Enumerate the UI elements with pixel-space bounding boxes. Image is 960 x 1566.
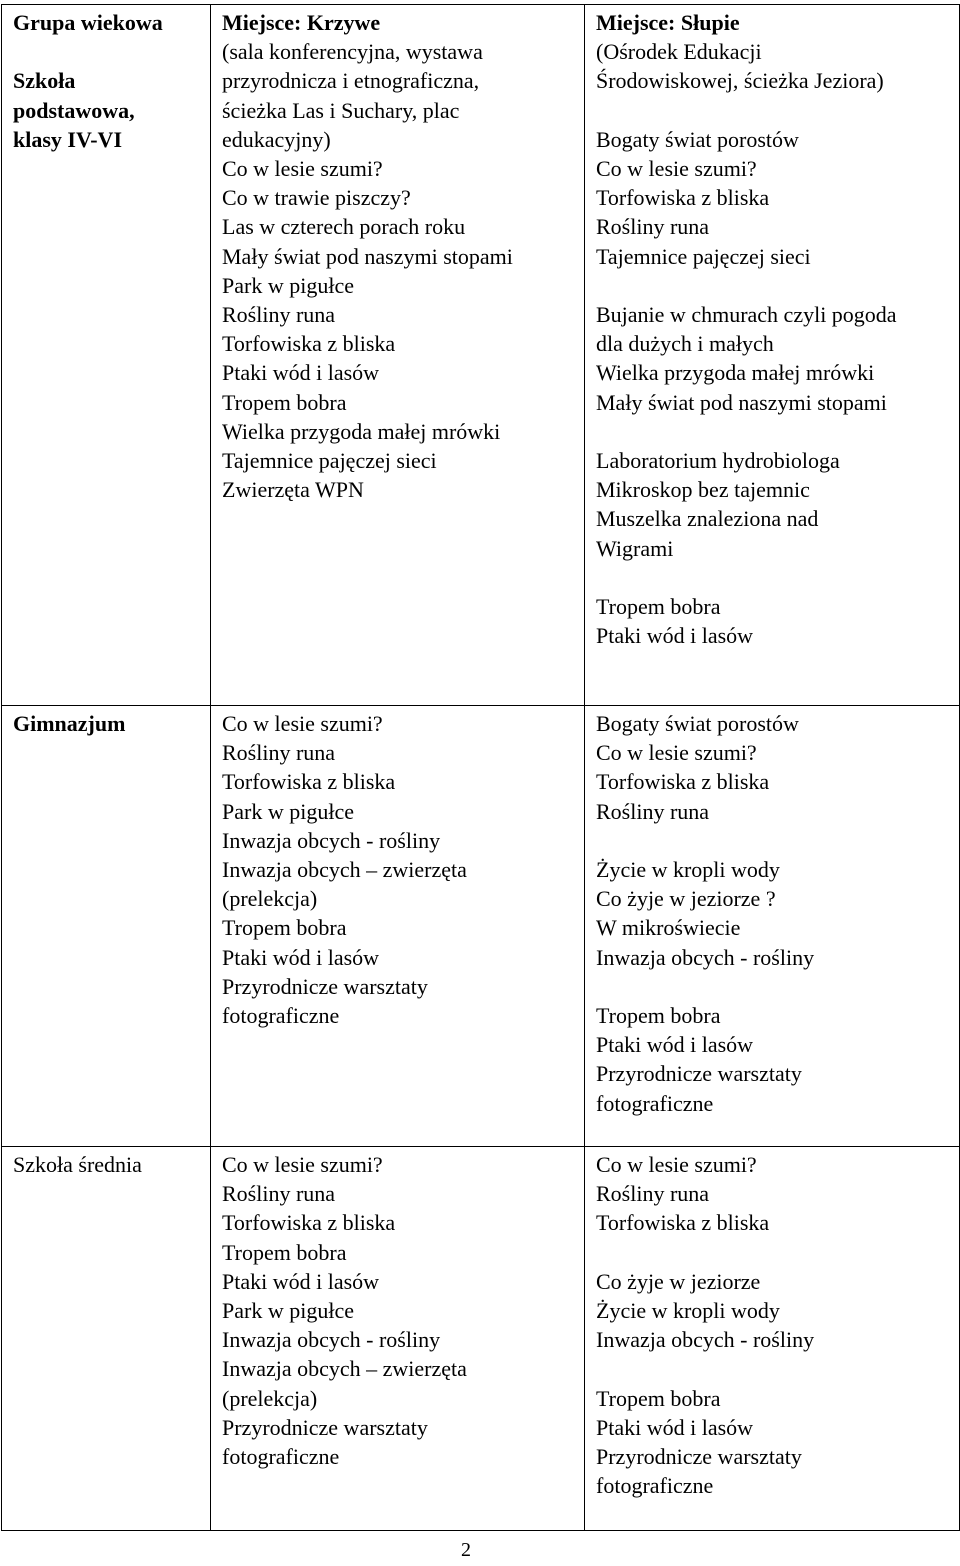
list-item: Rośliny runa [222,1181,336,1207]
list-item: Co w lesie szumi? [222,1152,383,1177]
list-item: Torfowiska z bliska [222,769,396,795]
list-item: dla dużych i małych [596,331,774,357]
list-item: W mikroświecie [596,915,741,941]
list-item: fotograficzne [222,1003,340,1029]
list-item: Tropem bobra [222,389,347,415]
header-label: Grupa wiekowa [13,10,163,35]
list-item: Tropem bobra [222,1239,347,1265]
group-line: podstawowa, [13,97,135,123]
list-item: Co żyje w jeziorze [596,1268,761,1294]
list-item: fotograficzne [222,1444,340,1470]
list-item: Życie w kropli wody [596,1298,780,1323]
spacer [596,1238,953,1267]
list-item: fotograficzne [596,1090,714,1116]
list-item: Rośliny runa [596,214,710,240]
list-item: Wielka przygoda małej mrówki [222,418,501,444]
list-item: Bujanie w chmurach czyli pogoda [596,302,897,327]
slupie-cell [585,5,960,706]
location-slupie-subtitle [596,37,953,95]
list-item: Tajemnice pajęczej sieci [596,243,811,269]
group-line: Gimnazjum [13,711,126,736]
list-item: Wielka przygoda małej mrówki [596,360,875,386]
list-item: Tropem bobra [596,1385,721,1411]
activity-list-krzywe-primary [222,154,578,504]
list-item: Ptaki wód i lasów [596,1032,754,1058]
activity-list-slupie-secondary [596,1150,953,1500]
page-number: 2 [461,1539,471,1561]
activity-list-slupie-gimnazjum [596,709,953,1118]
location-krzywe-subtitle [222,37,578,154]
list-item: Ptaki wód i lasów [222,360,380,386]
list-item: Tropem bobra [596,594,721,619]
list-item: Co w trawie piszczy? [222,185,411,211]
activity-list-slupie-primary [596,125,953,651]
list-item: Przyrodnicze warsztaty [596,1444,802,1469]
krzywe-cell [211,5,585,706]
spacer [596,826,953,855]
list-item: Torfowiska z bliska [596,185,770,211]
group-line: Szkoła średnia [13,1152,142,1177]
list-item: Inwazja obcych – zwierzęta [222,1356,467,1382]
list-item: Co w lesie szumi? [222,156,383,182]
list-item: Inwazja obcych - rośliny [596,944,815,970]
list-item: Mały świat pod naszymi stopami [596,389,887,415]
list-item: (sala konferencyjna, wystawa [222,39,483,65]
spacer [596,563,953,592]
list-item: Ptaki wód i lasów [222,944,380,970]
list-item: Inwazja obcych - rośliny [596,1327,815,1353]
group-cell [2,706,211,1147]
list-item: Park w pigułce [222,1298,354,1324]
list-item: Co żyje w jeziorze ? [596,886,776,912]
list-item: Inwazja obcych – zwierzęta [222,857,467,883]
krzywe-cell [211,1147,585,1531]
group-cell [2,1147,211,1531]
list-item: Przyrodnicze warsztaty [222,1414,428,1440]
list-item: (Ośrodek Edukacji [596,39,762,65]
list-item: Torfowiska z bliska [222,331,396,357]
list-item: Zwierzęta WPN [222,477,364,503]
list-item: Co w lesie szumi? [222,711,383,736]
list-item: Rośliny runa [596,798,710,824]
list-item: Mały świat pod naszymi stopami [222,243,513,269]
list-item: Mikroskop bez tajemnic [596,477,810,503]
list-item: Muszelka znaleziona nad [596,506,819,532]
activity-list-krzywe-secondary [222,1150,578,1471]
list-item: Przyrodnicze warsztaty [222,973,428,999]
list-item: Ptaki wód i lasów [596,623,754,649]
list-item: Rośliny runa [222,302,336,328]
spacer [596,972,953,1001]
list-item: Rośliny runa [596,1181,710,1207]
group-cell [2,5,211,706]
spacer [596,417,953,446]
location-krzywe-title: Miejsce: Krzywe [222,10,381,35]
list-item: Tropem bobra [222,915,347,941]
list-item: edukacyjny) [222,126,331,152]
group-line: Szkoła [13,68,76,94]
activity-list-krzywe-gimnazjum [222,709,578,1030]
group-line: klasy IV-VI [13,126,123,152]
list-item: Bogaty świat porostów [596,711,799,736]
spacer [596,271,953,300]
list-item: Przyrodnicze warsztaty [596,1061,802,1087]
list-item: Inwazja obcych - rośliny [222,1327,441,1353]
list-item: Las w czterech porach roku [222,214,466,240]
list-item: Park w pigułce [222,272,354,298]
list-item: Torfowiska z bliska [596,1210,770,1236]
list-item: Rośliny runa [222,740,336,766]
location-slupie-title: Miejsce: Słupie [596,10,740,35]
table-row [2,5,960,706]
list-item: fotograficzne [596,1473,714,1499]
list-item: Torfowiska z bliska [222,1210,396,1236]
slupie-cell [585,706,960,1147]
list-item: (prelekcja) [222,886,318,912]
list-item: Wigrami [596,535,674,561]
list-item: Ptaki wód i lasów [222,1268,380,1294]
table-row [2,1147,960,1531]
list-item: Bogaty świat porostów [596,126,799,152]
slupie-cell [585,1147,960,1531]
list-item: Torfowiska z bliska [596,769,770,795]
spacer [596,1354,953,1383]
list-item: Tropem bobra [596,1003,721,1028]
list-item: Co w lesie szumi? [596,1152,757,1177]
program-table [1,4,960,1531]
list-item: ścieżka Las i Suchary, plac [222,97,460,123]
list-item: Ptaki wód i lasów [596,1414,754,1440]
list-item: Laboratorium hydrobiologa [596,448,840,473]
krzywe-cell [211,706,585,1147]
list-item: Życie w kropli wody [596,857,780,882]
list-item: Park w pigułce [222,798,354,824]
list-item: przyrodnicza i etnograficzna, [222,68,480,94]
table-row [2,706,960,1147]
list-item: Co w lesie szumi? [596,156,757,181]
list-item: Inwazja obcych - rośliny [222,827,441,853]
list-item: Co w lesie szumi? [596,740,757,766]
list-item: Środowiskowej, ścieżka Jeziora) [596,68,884,94]
list-item: (prelekcja) [222,1385,318,1411]
list-item: Tajemnice pajęczej sieci [222,448,437,474]
